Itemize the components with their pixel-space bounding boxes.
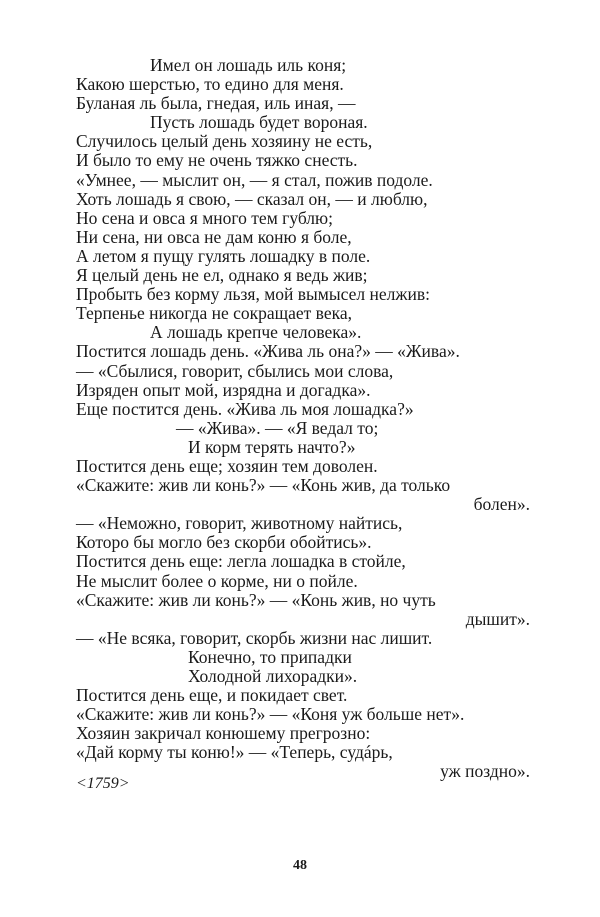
poem-line: Еще постится день. «Жива ль моя лошадка?» (76, 398, 414, 419)
poem-line: И корм терять начто?» (188, 436, 356, 457)
poem-line: Ни сена, ни овса не дам коню я боле, (76, 226, 352, 247)
poem-line: «Дай корму ты коню!» — «Теперь, судáрь, (76, 742, 393, 763)
poem-line: Изряден опыт мой, изрядна и догадка». (76, 379, 371, 400)
poem-line: Хозяин закричал конюшему прегрозно: (76, 723, 371, 744)
poem-line: Но сена и овса я много тем гублю; (76, 207, 333, 228)
poem-line: — «Неможно, говорит, животному найтись, (76, 513, 403, 534)
poem-line: Буланая ль была, гнедая, иль иная, — (76, 93, 356, 114)
poem-line: Пробыть без корму льзя, мой вымысел нелжив: (76, 284, 430, 305)
poem-line-continuation: болен». (473, 494, 530, 515)
poem-line: Не мыслит более о корме, ни о пойле. (76, 570, 358, 591)
poem-line: — «Жива». — «Я ведал то; (176, 417, 379, 438)
poem-date: <1759> (76, 775, 130, 792)
poem-line: Я целый день не ел, однако я ведь жив; (76, 265, 368, 286)
poem-line: Постится день еще: легла лошадка в стойле, (76, 551, 406, 572)
poem (76, 56, 530, 782)
poem-line: Постится день еще, и покидает свет. (76, 685, 348, 706)
poem-line: А летом я пущу гулять лошадку в поле. (76, 245, 371, 266)
poem-line: Которо бы могло без скорби обойтись». (76, 532, 372, 553)
poem-line: Хоть лошадь я свою, — сказал он, — и люблю, (76, 188, 428, 209)
poem-line: «Умнее, — мыслит он, — я стал, пожив подоле. (76, 169, 433, 190)
poem-line: Какою шерстью, то едино для меня. (76, 74, 344, 95)
poem-line: Конечно, то припадки (188, 646, 352, 667)
poem-line: «Скажите: жив ли конь?» — «Конь жив, но чуть (76, 589, 436, 610)
poem-line: Случилось целый день хозяину не есть, (76, 131, 373, 152)
poem-line-continuation: дышит». (465, 608, 530, 629)
poem-line: А лошадь крепче человека». (150, 322, 362, 343)
page-number: 48 (293, 858, 307, 873)
poem-line: — «Сбылися, говорит, сбылись мои слова, (76, 360, 394, 381)
poem-line: Холодной лихорадки». (188, 666, 358, 686)
poem-line: Постится лошадь день. «Жива ль она?» — «Жива». (76, 341, 460, 362)
poem-line: «Скажите: жив ли конь?» — «Коня уж больше нет». (76, 704, 465, 725)
poem-line: «Скажите: жив ли конь?» — «Конь жив, да только (76, 475, 451, 496)
poem-line: Постится день еще; хозяин тем доволен. (76, 455, 378, 476)
poem-line-continuation: уж поздно». (440, 761, 530, 782)
poem-line: Терпенье никогда не сокращает века, (76, 303, 352, 324)
poem-line: Пусть лошадь будет вороная. (150, 112, 368, 133)
poem-line: Имел он лошадь иль коня; (150, 55, 347, 75)
poem-line: — «Не всяка, говорит, скорбь жизни нас лишит. (76, 627, 433, 648)
poem-line: И было то ему не очень тяжко снесть. (76, 150, 358, 171)
